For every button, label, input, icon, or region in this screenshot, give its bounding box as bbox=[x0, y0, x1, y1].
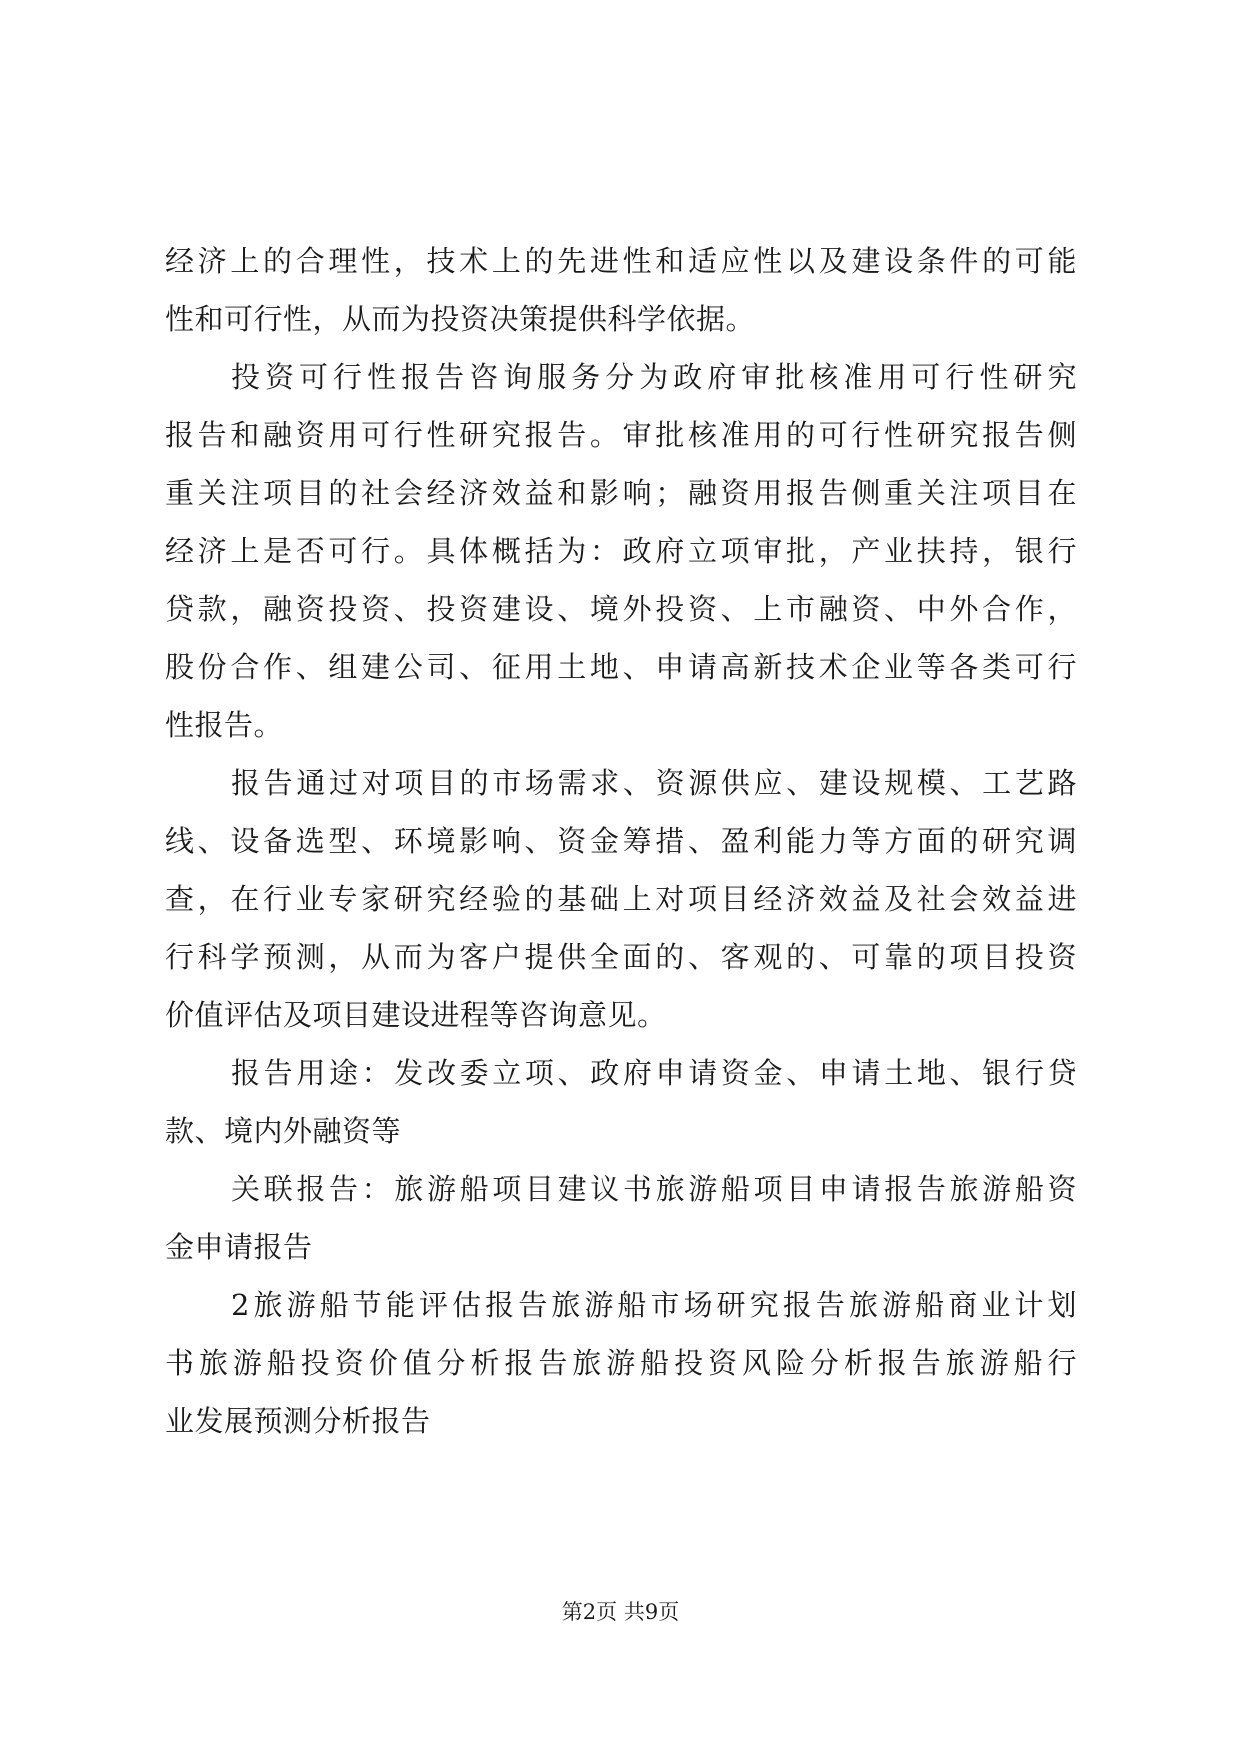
text-line: 经济上是否可行。具体概括为：政府立项审批，产业扶持，银行 bbox=[165, 534, 1077, 568]
text-line: 报告和融资用可行性研究报告。审批核准用的可行性研究报告侧 bbox=[165, 418, 1077, 452]
text-line: 报告通过对项目的市场需求、资源供应、建设规模、工艺路 bbox=[231, 766, 1077, 800]
text-line: 行科学预测，从而为客户提供全面的、客观的、可靠的项目投资 bbox=[165, 940, 1077, 974]
text-line: 关联报告：旅游船项目建议书旅游船项目申请报告旅游船资 bbox=[231, 1172, 1077, 1206]
text-line: 性和可行性，从而为投资决策提供科学依据。 bbox=[165, 302, 756, 336]
text-line: 书旅游船投资价值分析报告旅游船投资风险分析报告旅游船行 bbox=[165, 1346, 1077, 1380]
text-line: 业发展预测分析报告 bbox=[165, 1404, 431, 1438]
text-line: 重关注项目的社会经济效益和影响；融资用报告侧重关注项目在 bbox=[165, 476, 1077, 510]
text-line: 款、境内外融资等 bbox=[165, 1114, 402, 1148]
text-line: 价值评估及项目建设进程等咨询意见。 bbox=[165, 998, 667, 1032]
page-footer bbox=[0, 1597, 1241, 1627]
page-number-label: 第2页 共9页 bbox=[561, 1600, 680, 1624]
text-line: 金申请报告 bbox=[165, 1230, 313, 1264]
text-line: 股份合作、组建公司、征用土地、申请高新技术企业等各类可行 bbox=[165, 650, 1077, 684]
text-line: 投资可行性报告咨询服务分为政府审批核准用可行性研究 bbox=[231, 360, 1077, 394]
text-line: 报告用途：发改委立项、政府申请资金、申请土地、银行贷 bbox=[231, 1056, 1077, 1090]
document-body bbox=[165, 232, 1077, 1450]
text-line: 线、设备选型、环境影响、资金筹措、盈利能力等方面的研究调 bbox=[165, 824, 1077, 858]
text-line: 经济上的合理性，技术上的先进性和适应性以及建设条件的可能 bbox=[165, 244, 1077, 278]
text-line: 性报告。 bbox=[165, 708, 284, 742]
text-line: 2旅游船节能评估报告旅游船市场研究报告旅游船商业计划 bbox=[231, 1288, 1077, 1322]
text-line: 查，在行业专家研究经验的基础上对项目经济效益及社会效益进 bbox=[165, 882, 1077, 916]
text-line: 贷款，融资投资、投资建设、境外投资、上市融资、中外合作， bbox=[165, 592, 1077, 626]
